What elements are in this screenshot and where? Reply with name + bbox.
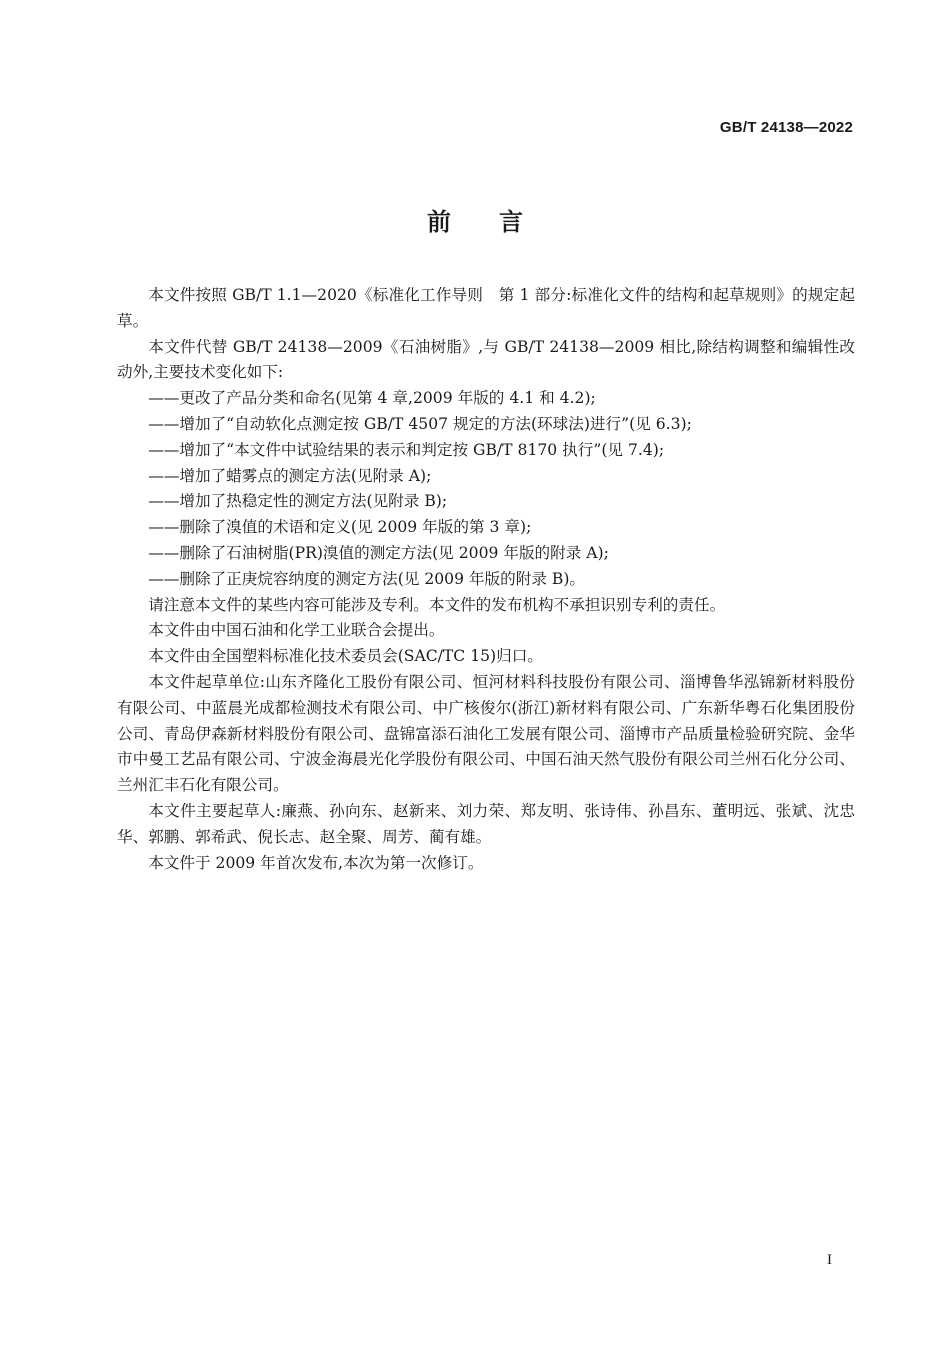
page-number: I [827, 1252, 832, 1268]
standard-code: GB/T 24138—2022 [719, 119, 853, 136]
change-item: ——增加了“本文件中试验结果的表示和判定按 GB/T 8170 执行”(见 7.4); [148, 440, 665, 459]
paragraph-replacement: 本文件代替 GB/T 24138—2009《石油树脂》,与 GB/T 24138—2009 相比,除结构调整和编辑性改动外,主要技术变化如下: [117, 337, 855, 382]
page-title: 前言 [427, 207, 571, 236]
change-item: ——删除了正庚烷容纳度的测定方法(见 2009 年版的附录 B)。 [148, 569, 586, 588]
change-item: ——增加了热稳定性的测定方法(见附录 B); [148, 492, 448, 511]
paragraph-patent-notice: 请注意本文件的某些内容可能涉及专利。本文件的发布机构不承担识别专利的责任。 [148, 595, 726, 614]
paragraph-drafters: 本文件主要起草人:廉燕、孙向东、赵新来、刘力荣、郑友明、张诗伟、孙昌东、董明远、张斌、沈忠华、郭鹏、郭希武、倪长志、赵全聚、周芳、蔺有雄。 [117, 801, 855, 846]
paragraph-drafting-units: 本文件起草单位:山东齐隆化工股份有限公司、恒河材料科技股份有限公司、淄博鲁华泓锦新材料股份有限公司、中蓝晨光成都检测技术有限公司、中广核俊尔(浙江)新材料有限公司、广东新华粤石化集团股份公司、青岛伊森新材料股份有限公司、盘锦富添石油化工发展有限公司、淄博市产品质量检验研究院、金华市中曼工艺品有限公司、宁波金海晨光化学股份有限公司、中国石油天然气股份有限公司兰州石化分公司、兰州汇丰石化有限公司。 [117, 672, 855, 795]
change-item: ——删除了溴值的术语和定义(见 2009 年版的第 3 章); [148, 518, 532, 537]
change-item: ——删除了石油树脂(PR)溴值的测定方法(见 2009 年版的附录 A); [148, 543, 609, 562]
paragraph-drafting-rules: 本文件按照 GB/T 1.1—2020《标准化工作导则 第 1 部分:标准化文件的结构和起草规则》的规定起草。 [117, 286, 855, 330]
paragraph-proposer: 本文件由中国石油和化学工业联合会提出。 [148, 621, 445, 640]
document-body [117, 283, 855, 876]
paragraph-history: 本文件于 2009 年首次发布,本次为第一次修订。 [148, 853, 484, 872]
change-item: ——更改了产品分类和命名(见第 4 章,2009 年版的 4.1 和 4.2); [148, 389, 596, 408]
change-item: ——增加了蜡雾点的测定方法(见附录 A); [148, 466, 432, 485]
paragraph-committee: 本文件由全国塑料标准化技术委员会(SAC/TC 15)归口。 [148, 647, 543, 666]
change-item: ——增加了“自动软化点测定按 GB/T 4507 规定的方法(环球法)进行”(见 6.3); [148, 414, 692, 433]
